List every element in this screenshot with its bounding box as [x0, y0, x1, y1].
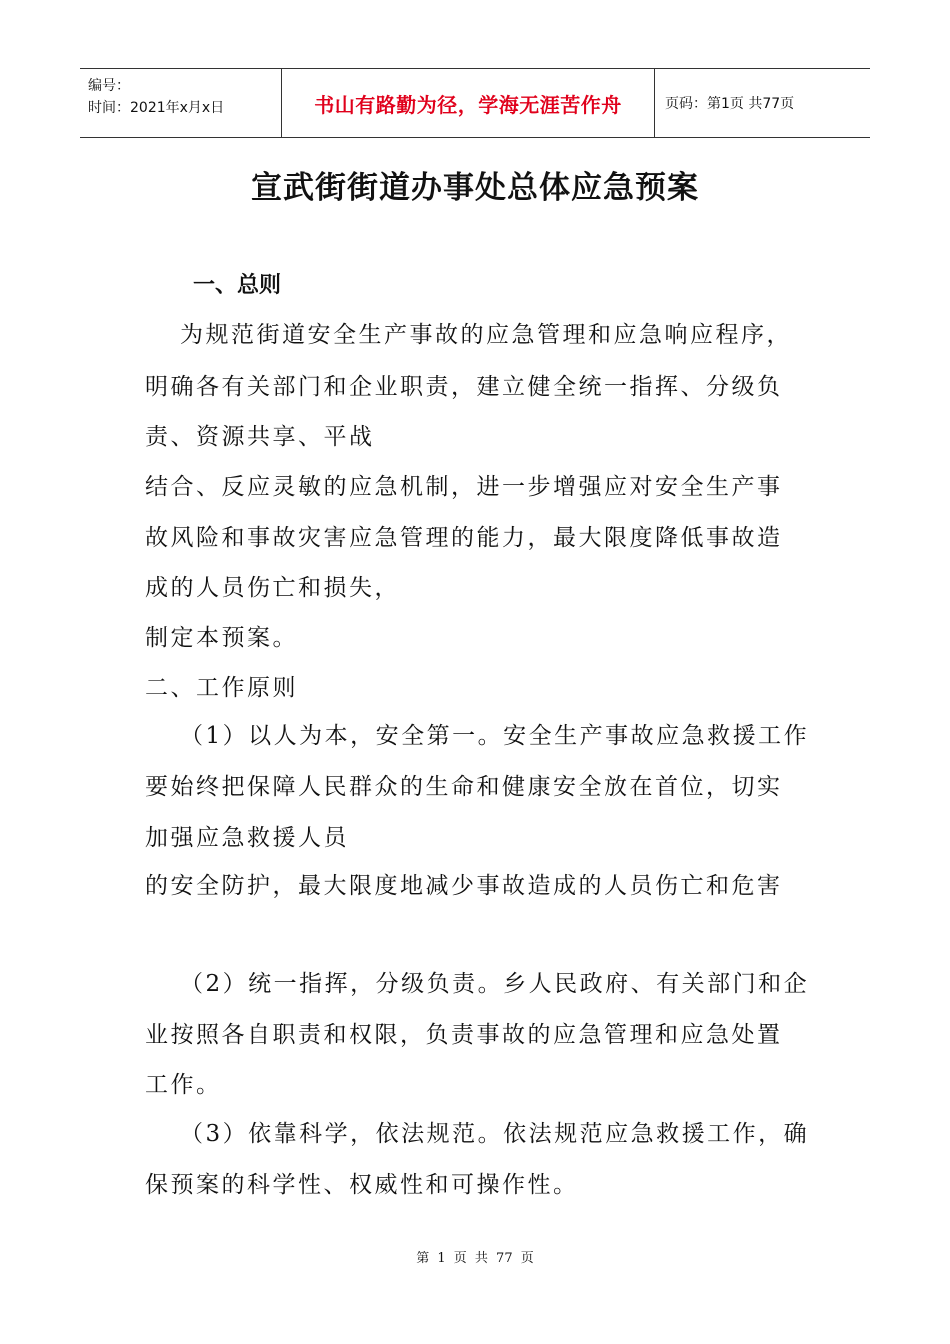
paragraph-line: 要始终把保障人民群众的生命和健康安全放在首位，切实 [145, 774, 783, 800]
document-date-label: 时间：2021年x月x日 [88, 100, 225, 116]
page-header [80, 68, 870, 138]
document-number-label: 编号： [88, 78, 130, 94]
paragraph-line: 责、资源共享、平战 [145, 424, 375, 450]
paragraph-line: 明确各有关部门和企业职责，建立健全统一指挥、分级负 [145, 374, 783, 400]
header-page-info: 页码：第1页 共77页 [665, 96, 795, 112]
paragraph-line: （2）统一指挥，分级负责。乡人民政府、有关部门和企 [180, 971, 810, 997]
section-heading-general: 一、总则 [193, 273, 282, 298]
document-title: 宣武街街道办事处总体应急预案 [251, 170, 699, 206]
paragraph-line: 工作。 [145, 1072, 222, 1098]
paragraph-line: 业按照各自职责和权限，负责事故的应急管理和应急处置 [145, 1022, 783, 1048]
paragraph-line: 故风险和事故灾害应急管理的能力，最大限度降低事故造 [145, 525, 783, 551]
paragraph-line: 加强应急救援人员 [145, 825, 349, 851]
paragraph-line: （3）依靠科学，依法规范。依法规范应急救援工作，确 [180, 1121, 810, 1147]
paragraph-line: 制定本预案。 [145, 625, 298, 651]
paragraph-line: 为规范街道安全生产事故的应急管理和应急响应程序， [180, 322, 792, 348]
paragraph-line: 保预案的科学性、权威性和可操作性。 [145, 1172, 579, 1198]
paragraph-line: 的安全防护，最大限度地减少事故造成的人员伤亡和危害 [145, 873, 783, 899]
page-footer-number: 第 1 页 共 77 页 [416, 1251, 534, 1266]
paragraph-line: 成的人员伤亡和损失， [145, 575, 400, 601]
paragraph-line: （1）以人为本，安全第一。安全生产事故应急救援工作 [180, 723, 810, 749]
header-meta [80, 69, 281, 137]
paragraph-line: 结合、反应灵敏的应急机制，进一步增强应对安全生产事 [145, 474, 783, 500]
section-heading-principles: 二、工作原则 [145, 675, 298, 701]
header-motto: 书山有路勤为径，学海无涯苦作舟 [281, 69, 655, 137]
